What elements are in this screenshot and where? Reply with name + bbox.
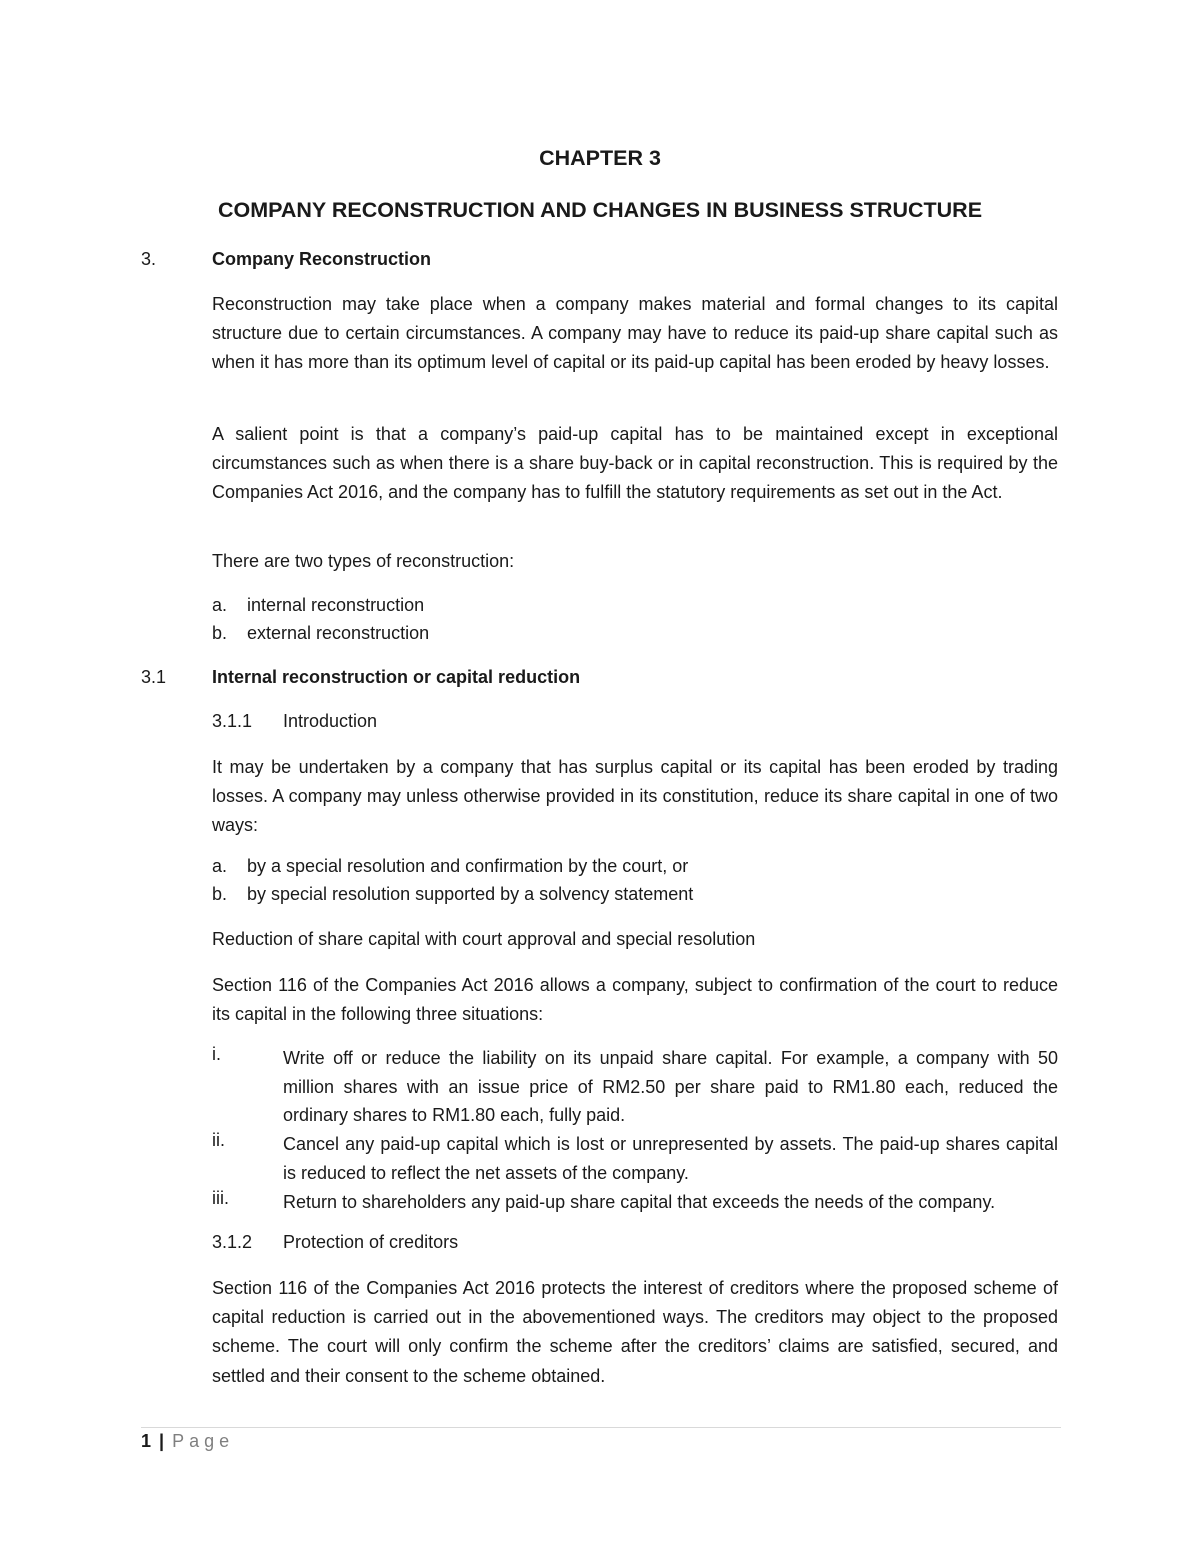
section-116-paragraph: Section 116 of the Companies Act 2016 allows a company, subject to confirmation of the court to reduce its capital in the following three situations: bbox=[212, 975, 1058, 1025]
list-item: Write off or reduce the liability on its unpaid share capital. For example, a company with 50 million shares with an issue price of RM2.50 per share paid to RM1.80 each, reduced the ordinary shares to RM1.80 each, fully paid. bbox=[283, 1048, 1058, 1126]
section-3-1-1-heading: Introduction bbox=[283, 711, 378, 731]
introduction-paragraph: It may be undertaken by a company that has surplus capital or its capital has been eroded by trading losses. A company may unless otherwise provided in its constitution, reduce its share capital in one of two ways: bbox=[212, 757, 1058, 836]
chapter-title: CHAPTER 3 bbox=[539, 146, 661, 170]
list-item: Return to shareholders any paid-up share capital that exceeds the needs of the company. bbox=[283, 1192, 996, 1212]
list-item: internal reconstruction bbox=[247, 595, 425, 615]
footer-divider bbox=[141, 1427, 1061, 1428]
reconstruction-types-intro: There are two types of reconstruction: bbox=[212, 551, 515, 571]
list-item-marker: a. bbox=[212, 595, 228, 615]
list-item: by special resolution supported by a solvency statement bbox=[247, 884, 694, 904]
page-number: 1 bbox=[141, 1431, 152, 1451]
list-item-marker: ii. bbox=[212, 1130, 225, 1150]
list-item: by a special resolution and confirmation by the court, or bbox=[247, 856, 689, 876]
protection-of-creditors-paragraph: Section 116 of the Companies Act 2016 protects the interest of creditors where the proposed scheme of capital reduction is carried out in the abovementioned ways. The creditors may object to the proposed scheme. The court will only confirm the scheme after the creditors’ claims are satisfied, secured, and settled and their consent to the scheme obtained. bbox=[212, 1278, 1058, 1386]
section-3-number: 3. bbox=[141, 249, 157, 269]
section-3-heading: Company Reconstruction bbox=[212, 249, 432, 269]
list-item-marker: a. bbox=[212, 856, 228, 876]
footer-separator: | bbox=[159, 1431, 165, 1451]
list-item-marker: i. bbox=[212, 1044, 221, 1064]
section-3-1-2-number: 3.1.2 bbox=[212, 1232, 253, 1252]
page-label: Page bbox=[172, 1431, 235, 1451]
reduction-heading: Reduction of share capital with court approval and special resolution bbox=[212, 929, 756, 949]
list-item: external reconstruction bbox=[247, 623, 430, 643]
list-item-marker: iii. bbox=[212, 1188, 229, 1208]
section-3-1-1-number: 3.1.1 bbox=[212, 711, 253, 731]
section-3-1-number: 3.1 bbox=[141, 667, 167, 687]
section-3-paragraph-2: A salient point is that a company’s paid-up capital has to be maintained except in exceptional circumstances such as when there is a share buy-back or in capital reconstruction. This is required by the Companies Act 2016, and the company has to fulfill the statutory requirements as set out in the Act. bbox=[212, 424, 1058, 503]
section-3-paragraph-1: Reconstruction may take place when a company makes material and formal changes to its capital structure due to certain circumstances. A company may have to reduce its paid-up share capital such as when it has more than its optimum level of capital or its paid-up capital has been eroded by heavy losses. bbox=[212, 294, 1058, 373]
chapter-subtitle: COMPANY RECONSTRUCTION AND CHANGES IN BUSINESS STRUCTURE bbox=[217, 198, 983, 222]
section-3-1-2-heading: Protection of creditors bbox=[283, 1232, 459, 1252]
list-item-marker: b. bbox=[212, 884, 228, 904]
page-footer bbox=[141, 1431, 234, 1452]
list-item-marker: b. bbox=[212, 623, 228, 643]
list-item: Cancel any paid-up capital which is lost or unrepresented by assets. The paid-up shares capital is reduced to reflect the net assets of the company. bbox=[283, 1134, 1058, 1183]
section-3-1-heading: Internal reconstruction or capital reduction bbox=[212, 667, 581, 687]
